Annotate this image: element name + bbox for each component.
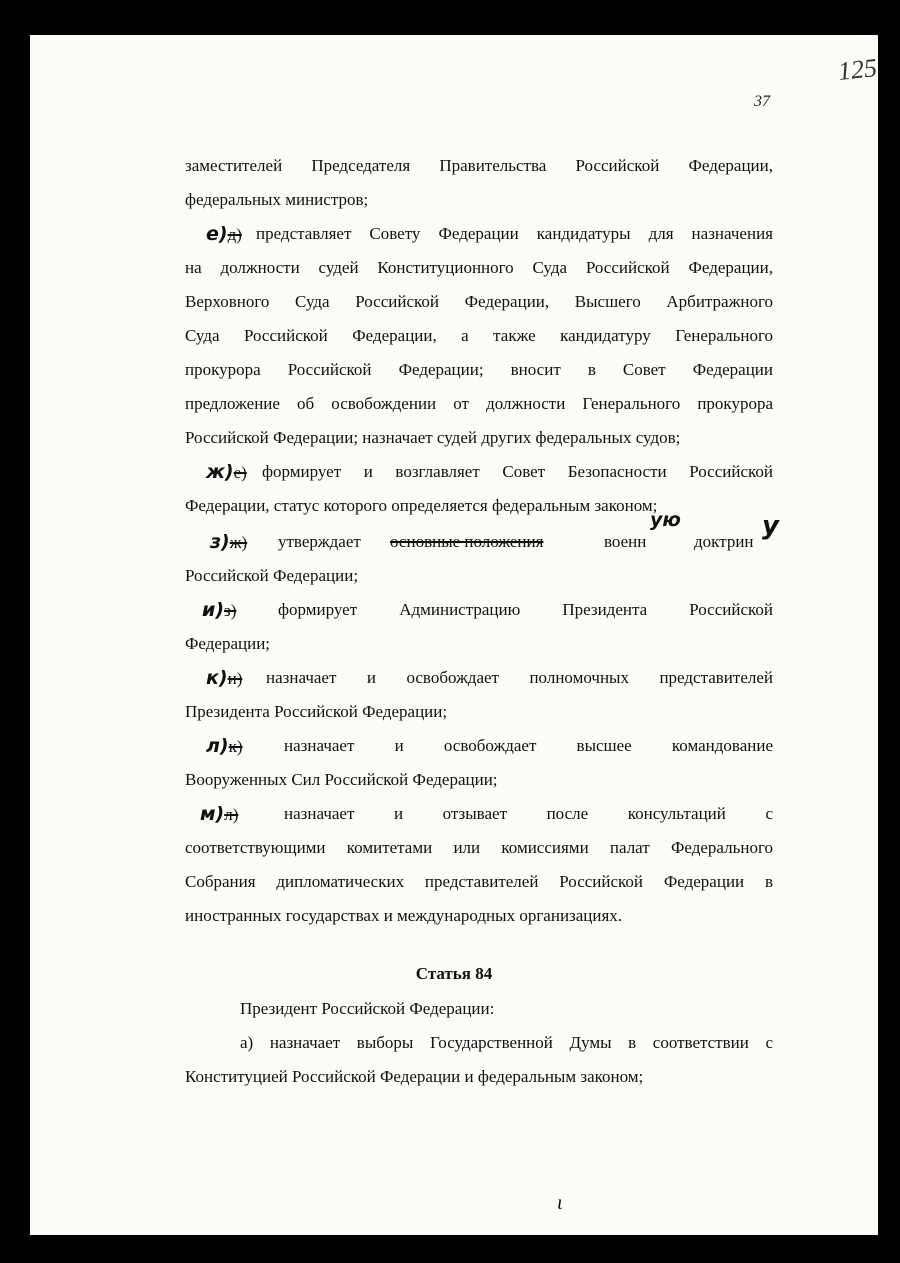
text-line: Президента Российской Федерации; — [185, 702, 448, 721]
text-line: Вооруженных Сил Российской Федерации; — [185, 770, 498, 789]
text-line: утверждает — [278, 532, 361, 551]
item-label-zh: ж)е) — [206, 461, 247, 483]
item-label-l: л)к) — [206, 735, 243, 757]
page-mark: ι — [557, 1192, 563, 1214]
text-line: Российской Федерации; — [185, 566, 359, 585]
struck-text: основные положения — [390, 532, 544, 551]
handwritten-insertion: ую — [650, 509, 681, 531]
item-label-z: з)ж) — [210, 531, 248, 553]
text-line: формирует Администрацию Президента Российской — [278, 600, 773, 619]
text-line: иностранных государствах и международных организациях. — [185, 906, 623, 925]
article-title: Статья 84 — [415, 964, 493, 983]
text-line: назначает и освобождает высшее командование — [284, 736, 773, 755]
item-label-e: е)д) — [206, 223, 242, 245]
item-label-k: к)и) — [206, 667, 243, 689]
handwritten-insertion: у — [762, 511, 779, 541]
text-line: заместителей Председателя Правительства Российской Федерации, — [185, 156, 773, 175]
text-line: Конституцией Российской Федерации и федеральным законом; — [185, 1067, 644, 1086]
handwritten-folio-number: 125 — [836, 53, 879, 86]
text-line: Российской Федерации; назначает судей других федеральных судов; — [185, 428, 681, 447]
text-line: военн — [604, 532, 647, 551]
struck-item-letter: д) — [227, 225, 242, 244]
document-page — [30, 35, 878, 1235]
text-line: соответствующими комитетами или комиссиями палат Федерального — [185, 838, 773, 857]
text-line: представляет Совету Федерации кандидатуры для назначения — [256, 224, 773, 243]
text-line: Федерации; — [185, 634, 271, 653]
handwritten-item-letter: е — [206, 223, 219, 245]
text-line: доктрин — [694, 532, 754, 551]
text-line: формирует и возглавляет Совет Безопасности Российской — [262, 462, 773, 481]
text-line: назначает и отзывает после консультаций с — [284, 804, 773, 823]
text-line: предложение об освобождении от должности Генерального прокурора — [185, 394, 773, 413]
text-line: прокурора Российской Федерации; вносит в Совет Федерации — [185, 360, 773, 379]
text-line: а) назначает выборы Государственной Думы в соответствии с — [240, 1033, 773, 1052]
text-line: назначает и освобождает полномочных представителей — [266, 668, 773, 687]
text-line: на должности судей Конституционного Суда Российской Федерации, — [185, 258, 773, 277]
item-label-m: м)л) — [200, 803, 239, 825]
text-line: Собрания дипломатических представителей Российской Федерации в — [185, 872, 773, 891]
article-intro: Президент Российской Федерации: — [240, 999, 495, 1018]
page-number: 37 — [754, 93, 770, 110]
item-label-i: и)з) — [202, 599, 237, 621]
text-line: федеральных министров; — [185, 190, 369, 209]
text-line: Суда Российской Федерации, а также кандидатуру Генерального — [185, 326, 773, 345]
text-line: Верховного Суда Российской Федерации, Высшего Арбитражного — [185, 292, 773, 311]
text-line: Федерации, статус которого определяется федеральным законом; — [185, 496, 658, 515]
